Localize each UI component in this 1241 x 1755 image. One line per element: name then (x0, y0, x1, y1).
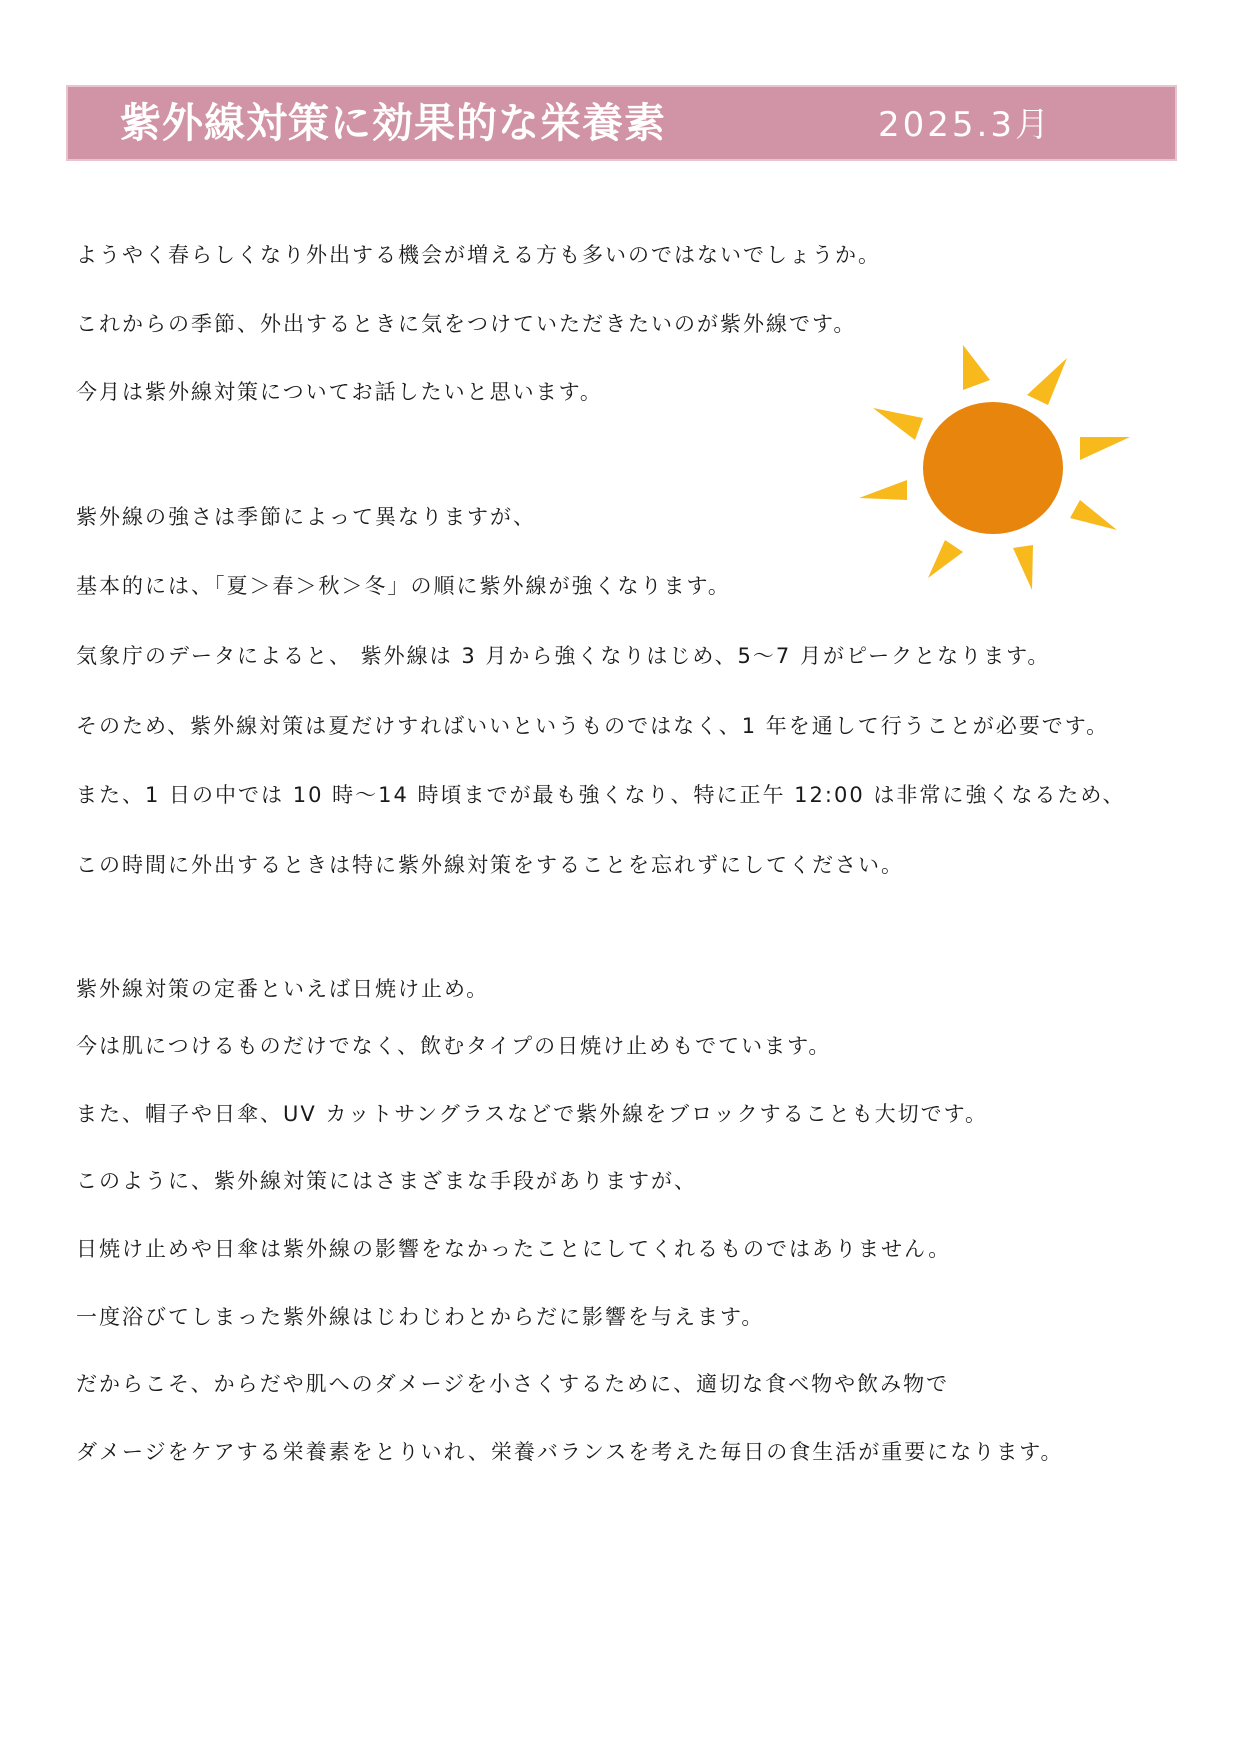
paragraph-line-1: ようやく春らしくなり外出する機会が増える方も多いのではないでしょうか。 (76, 243, 881, 267)
sun-core (923, 402, 1063, 534)
paragraph-line-14: 日焼け止めや日傘は紫外線の影響をなかったことにしてくれるものではありません。 (76, 1237, 952, 1261)
paragraph-line-16: だからこそ、からだや肌へのダメージを小さくするために、適切な食べ物や飲み物で (76, 1372, 950, 1396)
sun-ray-top-right (1027, 358, 1067, 405)
paragraph-line-13: このように、紫外線対策にはさまざまな手段がありますが、 (76, 1169, 697, 1193)
paragraph-line-4: 紫外線の強さは季節によって異なりますが、 (76, 505, 536, 529)
sun-ray-bottom-left (928, 540, 963, 578)
sun-icon (855, 340, 1135, 600)
issue-date: 2025.3月 (878, 105, 1052, 145)
sun-ray-right-upper (1080, 437, 1130, 460)
paragraph-line-15: 一度浴びてしまった紫外線はじわじわとからだに影響を与えます。 (76, 1305, 765, 1329)
paragraph-line-17: ダメージをケアする栄養素をとりいれ、栄養バランスを考えた毎日の食生活が重要になります。 (76, 1440, 1064, 1464)
paragraph-line-10: 紫外線対策の定番といえば日焼け止め。 (76, 977, 490, 1001)
paragraph-line-12: また、帽子や日傘、UV カットサングラスなどで紫外線をブロックすることも大切です。 (76, 1102, 988, 1126)
paragraph-line-3: 今月は紫外線対策についてお話したいと思います。 (76, 380, 603, 404)
sun-ray-left-upper (873, 408, 923, 440)
paragraph-line-2: これからの季節、外出するときに気をつけていただきたいのが紫外線です。 (76, 312, 857, 336)
sun-ray-bottom-right (1013, 545, 1033, 590)
paragraph-line-5: 基本的には、「夏＞春＞秋＞冬」の順に紫外線が強くなります。 (76, 574, 731, 598)
paragraph-line-7: そのため、紫外線対策は夏だけすればいいというものではなく、1 年を通して行うことが必要です。 (76, 714, 1110, 738)
sun-ray-right-lower (1070, 500, 1117, 530)
paragraph-line-8: また、1 日の中では 10 時〜14 時頃までが最も強くなり、特に正午 12:00 は非常に強くなるため、 (76, 783, 1126, 807)
sun-ray-top (963, 345, 990, 390)
paragraph-line-11: 今は肌につけるものだけでなく、飲むタイプの日焼け止めもでています。 (76, 1034, 832, 1058)
page-title: 紫外線対策に効果的な栄養素 (120, 99, 666, 147)
paragraph-line-6: 気象庁のデータによると、 紫外線は 3 月から強くなりはじめ、5〜7 月がピークとなります。 (76, 644, 1051, 668)
sun-ray-left-lower (859, 480, 907, 500)
paragraph-line-9: この時間に外出するときは特に紫外線対策をすることを忘れずにしてください。 (76, 853, 904, 877)
header-band (66, 85, 1177, 161)
